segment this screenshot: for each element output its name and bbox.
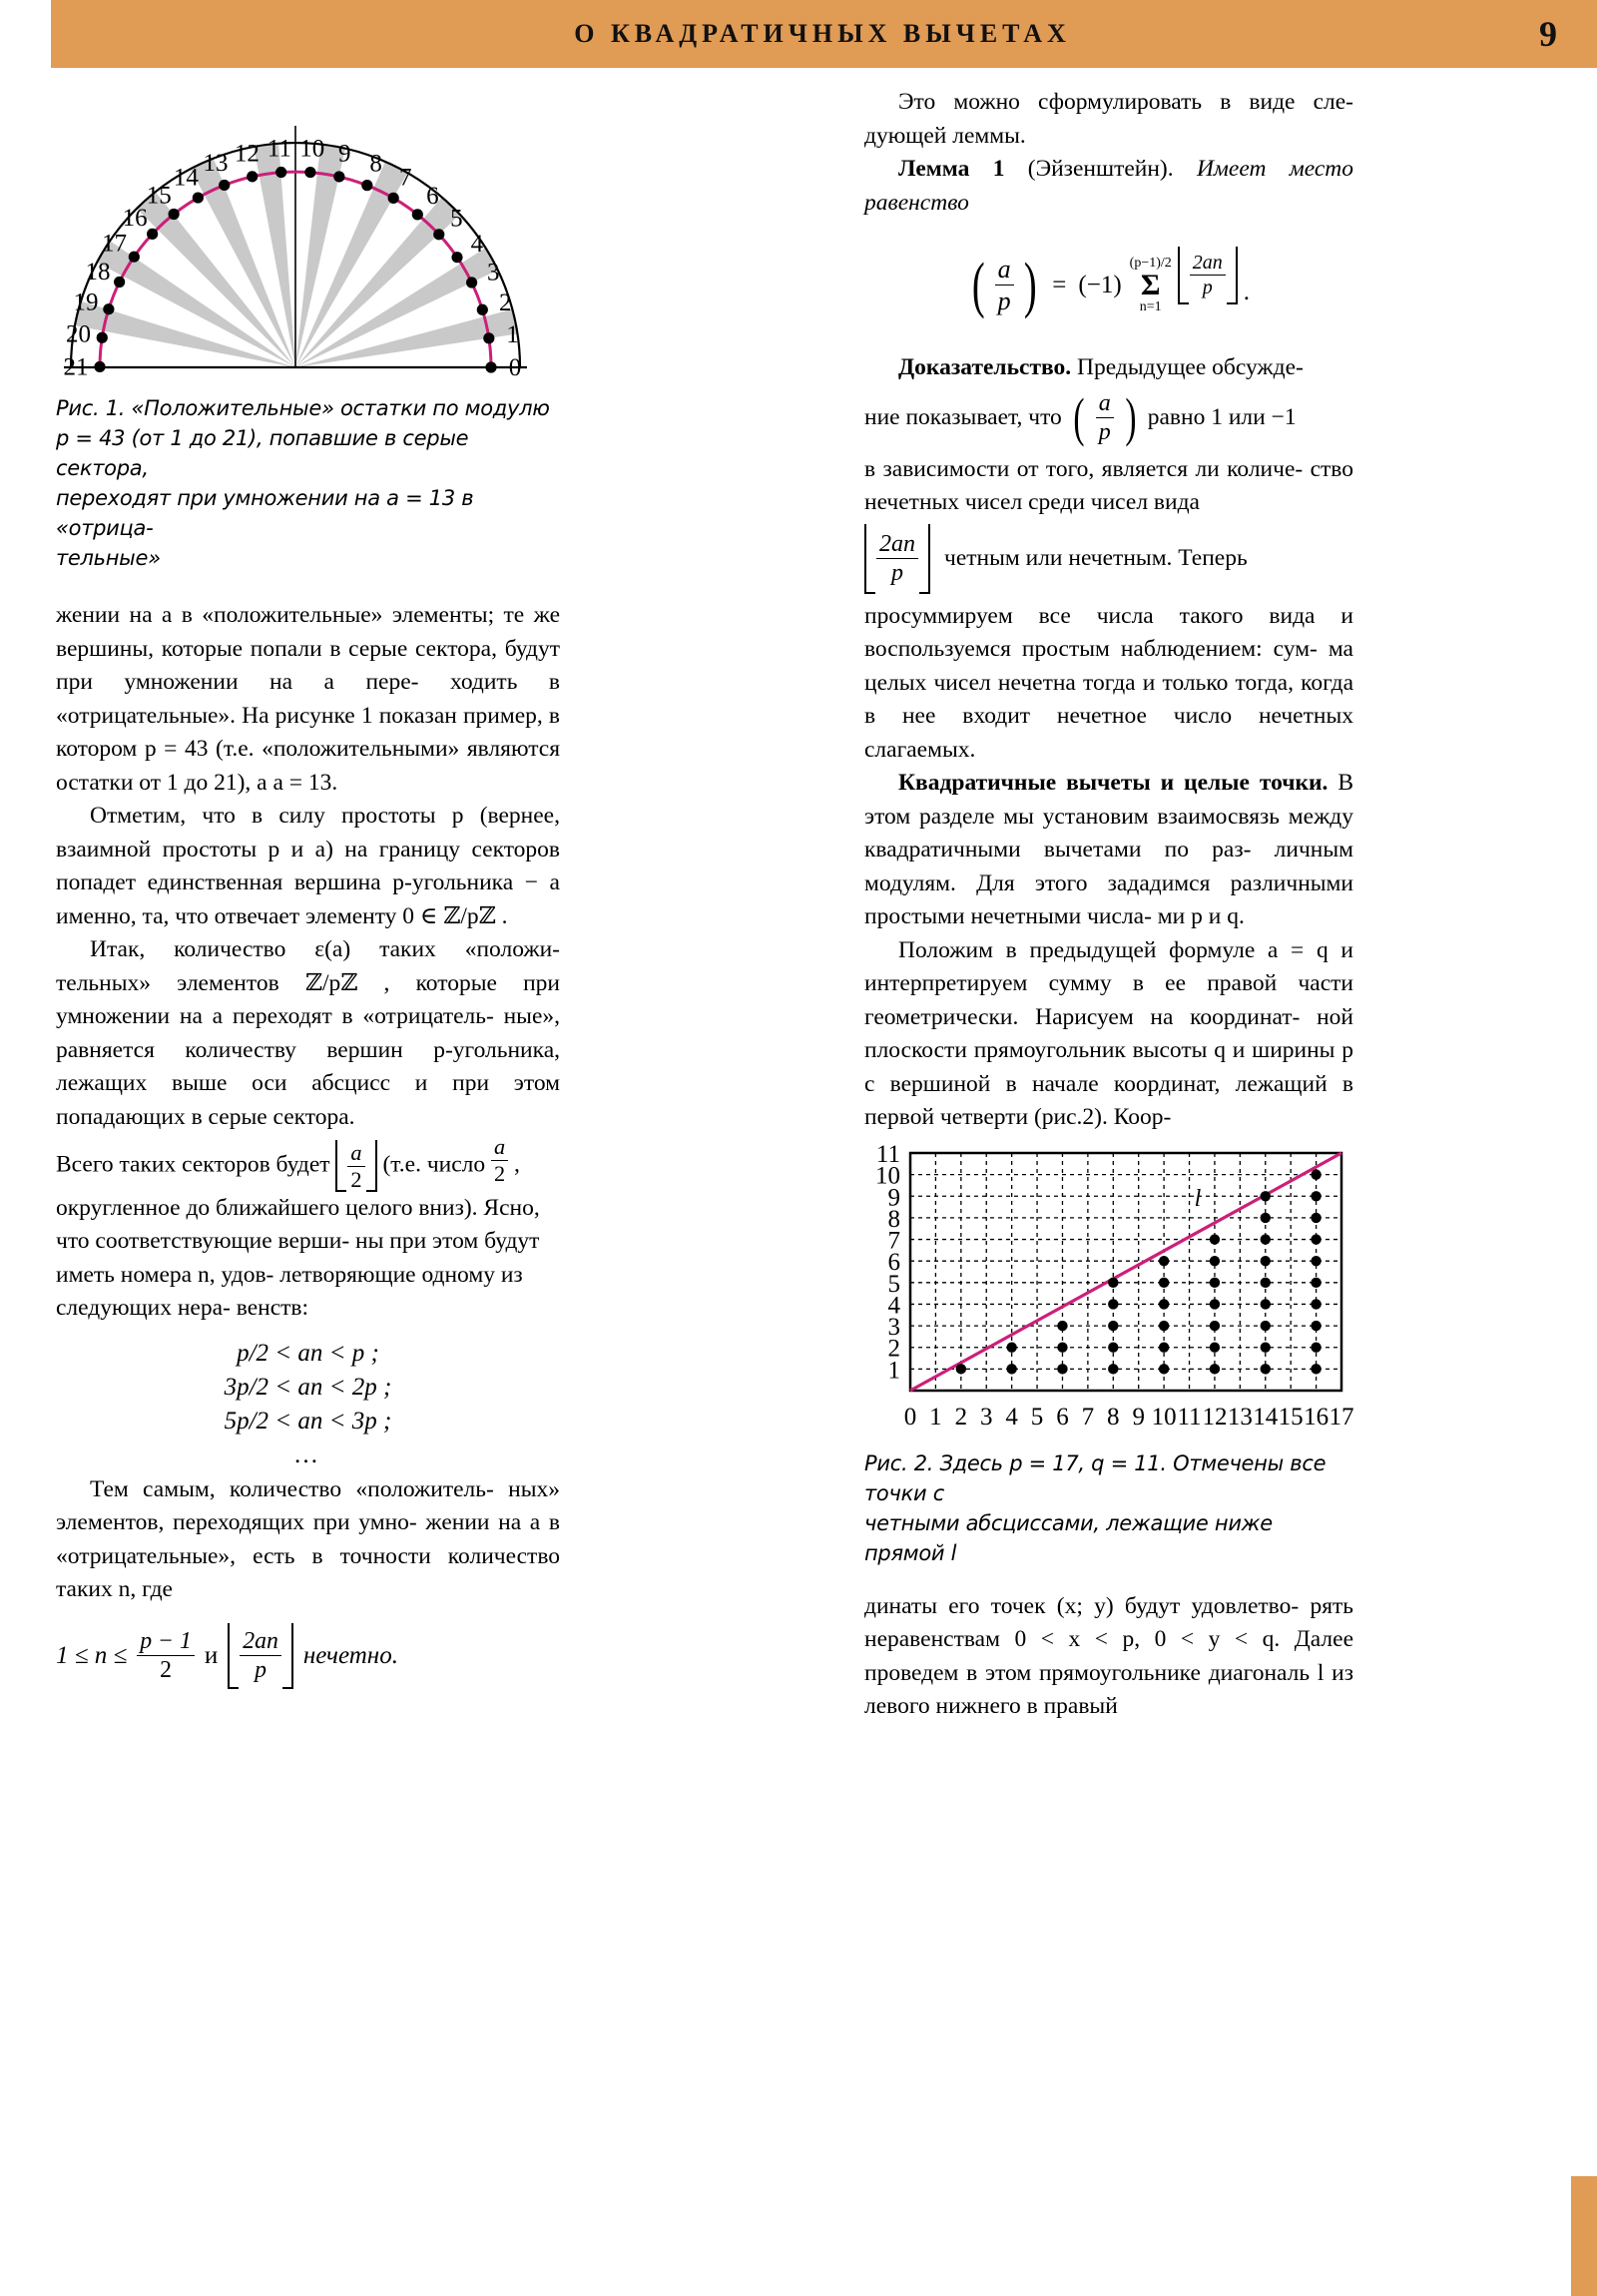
right-column — [864, 86, 1353, 1724]
lemma-label: Лемма 1 — [898, 156, 1005, 182]
right-paren-icon: ) — [1023, 251, 1037, 319]
polygon-vertex — [451, 252, 462, 263]
x-axis-tick-label: 14 — [1253, 1403, 1279, 1431]
gray-sector — [254, 144, 295, 367]
fraction-a-over-2 — [491, 1134, 508, 1188]
polygon-vertex — [275, 167, 286, 178]
x-axis-tick-label: 12 — [1202, 1403, 1228, 1431]
lattice-point — [1261, 1191, 1271, 1201]
text-line: четным или нечетным. Теперь — [944, 545, 1248, 572]
inequality-2: 3p/2 < an < 2p ; — [224, 1373, 392, 1401]
text-line: ство нечетных чисел среди чисел вида — [864, 455, 1353, 516]
text-line: В — [1337, 770, 1354, 797]
text-line: летворяющие одному из следующих нера- — [56, 1261, 523, 1322]
figure-1-caption-line: p = 43 (от 1 до 21), попавшие в серые сектора, — [56, 426, 469, 480]
text-line: тогда, когда в нее входит нечетное число — [864, 669, 1353, 730]
fraction-numerator: a — [347, 1140, 364, 1167]
lattice-point — [1261, 1256, 1271, 1266]
lattice-point — [1159, 1299, 1169, 1309]
proof-label: Доказательство. — [898, 354, 1072, 380]
figure-2-caption-line: Рис. 2. Здесь p = 17, q = 11. Отмечены все точки с — [864, 1450, 1327, 1505]
floor-2an-over-p — [228, 1623, 293, 1689]
lattice-point — [1210, 1277, 1220, 1287]
fraction-denominator: p — [891, 559, 903, 586]
paragraph-count — [56, 933, 560, 1134]
lattice-point — [1311, 1212, 1321, 1222]
lattice-point — [1311, 1234, 1321, 1244]
vertex-label: 9 — [337, 140, 351, 168]
vertex-label: 21 — [63, 353, 89, 381]
lattice-point — [1210, 1256, 1220, 1266]
text-line: жении на a в «отрицательные», есть в — [56, 1509, 560, 1569]
text-line: «положительными» являются остатки от 1 — [56, 736, 561, 796]
floor-2an-over-p — [1178, 247, 1238, 304]
vertex-label: 13 — [203, 150, 229, 178]
lattice-point — [1159, 1256, 1169, 1266]
lattice-point — [1311, 1256, 1321, 1266]
text-line: те же вершины, которые попали в серые — [56, 602, 560, 662]
legendre-symbol — [1096, 389, 1114, 447]
x-axis-tick-label: 11 — [1177, 1403, 1202, 1431]
vertex-label: 4 — [470, 231, 484, 259]
figure-2-caption-line: четными абсциссами, лежащие ниже прямой l — [864, 1510, 1273, 1565]
section-quadratic-residues — [864, 767, 1353, 934]
section-heading: Квадратичные вычеты и целые точки. — [898, 770, 1329, 797]
lattice-point — [1311, 1364, 1321, 1374]
y-axis-tick-label: 11 — [875, 1144, 900, 1168]
page-header-band — [48, 0, 1597, 68]
fraction-numerator: a — [491, 1134, 508, 1161]
vertex-label: 20 — [66, 320, 92, 348]
text-line: между квадратичными вычетами по раз- — [864, 803, 1354, 863]
polygon-vertex — [361, 180, 372, 191]
x-axis-tick-label: 1 — [929, 1403, 942, 1431]
lemma-attribution: (Эйзенштейн). — [1027, 156, 1174, 182]
line-label-l: l — [1194, 1185, 1202, 1212]
vertex-label: 16 — [122, 204, 148, 232]
text-line: Это можно сформулировать в виде сле- — [898, 89, 1353, 115]
text-line: Предыдущее обсужде- — [1077, 354, 1304, 380]
lattice-point — [1311, 1299, 1321, 1309]
vertex-label: 15 — [146, 182, 172, 210]
vertex-label: 7 — [398, 164, 412, 192]
text-line: различными простыми нечетными числа- — [864, 869, 1354, 930]
polygon-vertex — [193, 192, 204, 203]
y-axis-tick-label: 2 — [887, 1335, 900, 1363]
lattice-point — [1159, 1342, 1169, 1352]
x-axis-tick-label: 9 — [1132, 1403, 1145, 1431]
fraction-denominator: p — [1202, 277, 1213, 299]
lattice-point — [1311, 1277, 1321, 1287]
vertex-label: 0 — [508, 354, 522, 381]
paragraph-simplicity — [56, 800, 560, 933]
x-axis-tick-label: 15 — [1278, 1403, 1304, 1431]
text-line: Тем самым, количество «положитель- — [90, 1475, 494, 1502]
lattice-point — [1261, 1277, 1271, 1287]
text-line: элементу 0 ∈ ℤ/pℤ . — [305, 902, 508, 929]
polygon-vertex — [247, 171, 258, 182]
text-line: p-угольника − а именно, та, что отвечает — [56, 869, 560, 929]
proof-paragraph-end — [864, 600, 1353, 768]
corner-marker-tab — [1571, 2176, 1597, 2296]
right-paren-icon: ) — [1125, 386, 1137, 447]
lattice-point — [1210, 1342, 1220, 1352]
lattice-point — [1210, 1321, 1220, 1331]
lattice-point — [1261, 1321, 1271, 1331]
lattice-point — [1108, 1342, 1118, 1352]
text-line: ми p и q. — [1157, 903, 1245, 930]
text-line: , округленное до ближайшего целого — [56, 1151, 520, 1221]
lattice-point — [1159, 1277, 1169, 1287]
text-line: взаимной простоты p и a) на границу — [56, 836, 461, 862]
lattice-point — [956, 1364, 966, 1374]
x-axis-tick-label: 4 — [1005, 1403, 1018, 1431]
polygon-vertex — [219, 180, 230, 191]
y-axis-tick-label: 4 — [887, 1292, 900, 1320]
legendre-denominator: p — [997, 287, 1011, 316]
x-axis-tick-label: 17 — [1329, 1403, 1353, 1431]
sum-upper-limit: (p−1)/2 — [1129, 256, 1172, 271]
lattice-point — [1261, 1234, 1271, 1244]
text-line: Далее проведем в этом прямоугольнике — [864, 1626, 1354, 1686]
polygon-vertex — [412, 209, 423, 220]
lattice-point — [1159, 1321, 1169, 1331]
text-line: воспользуемся простым наблюдением: сум- — [864, 636, 1318, 663]
polygon-vertex — [169, 209, 180, 220]
lattice-point — [1108, 1277, 1118, 1287]
paragraph-sectors-total — [56, 1134, 560, 1326]
sum-lower-limit: n=1 — [1139, 299, 1162, 314]
text-line: дующей леммы. — [864, 122, 1026, 149]
text-line: жении на a в «положительные» элементы; — [56, 602, 495, 628]
proof-paragraph — [864, 351, 1353, 385]
text-line: при этом попадающих в серые сектора. — [56, 1070, 561, 1130]
formula-tail: нечетно. — [302, 1641, 398, 1669]
text-line: личным модулям. Для этого зададимся — [864, 837, 1353, 896]
lattice-point — [1108, 1321, 1118, 1331]
vertex-label: 8 — [369, 150, 382, 178]
fraction-denominator: 2 — [350, 1167, 362, 1193]
y-axis-tick-label: 3 — [887, 1313, 900, 1341]
y-axis-tick-label: 10 — [875, 1162, 900, 1190]
floor-a-over-2 — [335, 1140, 376, 1192]
text-line: Отметим, что в силу простоты p (вернее, — [90, 803, 560, 829]
lattice-point — [1057, 1364, 1067, 1374]
figure-1-caption — [56, 393, 560, 573]
lattice-point — [1261, 1299, 1271, 1309]
figure-2-caption — [864, 1448, 1353, 1568]
text-line: венств: — [236, 1295, 309, 1322]
x-axis-tick-label: 7 — [1081, 1403, 1095, 1431]
text-line: ние показывает, что — [864, 404, 1062, 431]
text-line: ной плоскости прямоугольник высоты q и — [864, 1003, 1353, 1064]
polygon-vertex — [477, 304, 488, 315]
text-line: ма целых чисел нечетна тогда и только — [864, 636, 1353, 696]
text-line: в зависимости от того, является ли количе- — [864, 455, 1304, 482]
text-line: тельных» элементов ℤ/pℤ , которые при — [56, 969, 560, 996]
formula-base: (−1) — [1078, 272, 1122, 298]
final-condition-formula — [56, 1623, 560, 1689]
fraction-numerator: 2an — [1190, 252, 1226, 277]
lemma-formula — [864, 232, 1353, 339]
legendre-numerator: a — [995, 255, 1014, 287]
legendre-denominator: p — [1098, 418, 1111, 445]
inequality-ellipsis: … — [293, 1440, 322, 1468]
vertex-label: 2 — [498, 289, 512, 317]
page-number: 9 — [1539, 14, 1557, 54]
floor-2an-over-p — [864, 524, 930, 594]
text-line: ных» элементов, переходящих при умно- — [56, 1475, 560, 1536]
figure-1-caption-line: Рис. 1. «Положительные» остатки по модулю — [56, 396, 550, 420]
formula-conjunction: и — [204, 1641, 219, 1669]
x-axis-tick-label: 13 — [1227, 1403, 1253, 1431]
polygon-vertex — [485, 361, 496, 372]
diagonal-line-l — [910, 1153, 1341, 1391]
summation-operator — [1130, 257, 1172, 314]
figure-2-lattice-plot — [864, 1145, 1353, 1444]
proof-paragraph-cont — [864, 453, 1353, 520]
paragraph-conclusion — [56, 1473, 560, 1607]
sigma-icon: Σ — [1140, 269, 1161, 301]
text-line: ходить в «отрицательные». На рисунке 1 — [56, 669, 561, 729]
polygon-vertex — [333, 171, 344, 182]
polygon-vertex — [129, 252, 140, 263]
inequality-3: 5p/2 < an < 3p ; — [224, 1407, 392, 1435]
text-line: Положим в предыдущей формуле a = q — [898, 936, 1329, 963]
vertex-label: 18 — [85, 259, 111, 287]
text-line: (т.е. число — [382, 1151, 486, 1178]
formula-lhs: 1 ≤ n ≤ — [56, 1641, 128, 1669]
text-line: просуммируем все числа такого вида и — [864, 602, 1353, 629]
figure-1-semicircle — [56, 86, 560, 395]
x-axis-tick-label: 3 — [979, 1403, 993, 1431]
figure-1 — [56, 86, 560, 403]
text-line: рять неравенствам 0 < x < p, 0 < y < q. — [864, 1592, 1354, 1653]
text-line: сектора, будут при умножении на a пере- — [56, 635, 560, 695]
x-axis-tick-label: 10 — [1151, 1403, 1177, 1431]
y-axis-tick-label: 7 — [887, 1227, 900, 1255]
lattice-point — [1311, 1169, 1321, 1179]
polygon-vertex — [466, 277, 477, 287]
polygon-vertex — [97, 332, 108, 343]
left-column — [56, 86, 560, 1689]
paragraph-coordinates — [864, 1590, 1353, 1724]
y-axis-tick-label: 5 — [887, 1270, 900, 1298]
polygon-vertex — [304, 167, 315, 178]
lattice-point — [1210, 1299, 1220, 1309]
inequality-1: p/2 < an < p ; — [237, 1339, 379, 1367]
polygon-vertex — [147, 229, 158, 240]
legendre-symbol — [995, 255, 1014, 317]
y-axis-tick-label: 8 — [887, 1205, 900, 1233]
lemma-statement — [864, 153, 1353, 220]
vertex-label: 12 — [234, 140, 260, 168]
text-line: вниз). Ясно, что соответствующие верши- — [56, 1194, 540, 1255]
x-axis-tick-label: 5 — [1030, 1403, 1044, 1431]
polygon-vertex — [433, 229, 444, 240]
text-line: равно 1 или −1 — [1147, 404, 1297, 431]
lemma-text: Имеет место — [1196, 156, 1354, 182]
lattice-point — [1057, 1321, 1067, 1331]
fraction-numerator: 2an — [240, 1627, 281, 1656]
text-line: нечетных слагаемых. — [864, 703, 1353, 763]
lattice-point — [1311, 1342, 1321, 1352]
fraction-denominator: 2 — [494, 1161, 506, 1187]
proof-legendre-line — [864, 386, 1353, 447]
left-margin-rule — [46, 0, 51, 2296]
vertex-label: 6 — [426, 183, 439, 211]
x-axis-tick-label: 16 — [1304, 1403, 1330, 1431]
text-line: и интерпретируем сумму в ее правой части — [864, 936, 1353, 997]
fraction-denominator: 2 — [160, 1657, 172, 1684]
fraction-p-minus-1-over-2 — [137, 1627, 195, 1685]
polygon-vertex — [388, 193, 399, 204]
lattice-point — [1159, 1364, 1169, 1374]
left-paren-icon: ( — [1073, 386, 1085, 447]
text-line: этом разделе мы установим взаимосвязь — [864, 803, 1281, 830]
fraction-numerator: p − 1 — [137, 1627, 195, 1656]
text-line: ны при этом будут иметь номера n, удов- — [56, 1228, 540, 1288]
x-axis-tick-label: 2 — [954, 1403, 968, 1431]
text-line: точности количество таких n, где — [56, 1542, 560, 1603]
lattice-point — [1210, 1234, 1220, 1244]
figure-1-caption-line: тельные» — [56, 546, 161, 570]
x-axis-tick-label: 0 — [903, 1403, 917, 1431]
lattice-point — [1108, 1364, 1118, 1374]
y-axis-tick-label: 9 — [887, 1183, 900, 1211]
equals-sign: = — [1052, 272, 1067, 298]
y-axis-tick-label: 1 — [887, 1356, 900, 1384]
vertex-label: 5 — [450, 205, 463, 233]
lattice-point — [1311, 1321, 1321, 1331]
text-line: ные», равняется количеству вершин — [56, 1003, 561, 1063]
x-axis-tick-label: 8 — [1107, 1403, 1120, 1431]
fraction-numerator: 2an — [876, 530, 918, 559]
vertex-label: 10 — [299, 135, 325, 163]
lattice-point — [1311, 1191, 1321, 1201]
text-line: p-угольника, лежащих выше оси абсцисс и — [56, 1036, 561, 1096]
vertex-label: 1 — [506, 321, 519, 349]
lemma-text: равенство — [864, 189, 969, 216]
polygon-vertex — [483, 332, 494, 343]
text-line: геометрически. Нарисуем на координат- — [864, 1003, 1301, 1030]
text-line: ширины p с вершиной в начале координат, — [864, 1037, 1354, 1097]
text-line: умножении на a переходят в «отрицатель- — [56, 1003, 494, 1029]
figure-1-caption-line: переходят при умножении на a = 13 в «отрица- — [56, 486, 474, 540]
proof-floor-line — [864, 524, 1353, 594]
lattice-point — [1261, 1364, 1271, 1374]
polygon-vertex — [94, 361, 105, 372]
vertex-label: 11 — [266, 135, 291, 163]
text-line: показан пример, в котором p = 43 (т.е. — [56, 702, 560, 762]
text-line: диагональ l из левого нижнего в правый — [864, 1659, 1353, 1720]
vertex-label: 19 — [73, 288, 99, 316]
lattice-point — [1006, 1342, 1016, 1352]
page-title: О КВАДРАТИЧНЫХ ВЫЧЕТАХ — [574, 19, 1071, 48]
vertex-label: 14 — [173, 164, 199, 192]
vertex-label: 3 — [487, 259, 500, 287]
text-line: лежащий в первой четверти (рис.2). Коор- — [864, 1070, 1353, 1131]
text-line: динаты его точек (x; y) будут удовлетво- — [864, 1592, 1300, 1619]
x-axis-tick-label: 6 — [1056, 1403, 1069, 1431]
paragraph-continued — [56, 599, 560, 800]
left-paren-icon: ( — [971, 251, 985, 319]
fraction-denominator: p — [255, 1657, 266, 1684]
lattice-point — [1261, 1342, 1271, 1352]
y-axis-tick-label: 6 — [887, 1248, 900, 1276]
formula-period: . — [1243, 279, 1251, 305]
paragraph-lemma-intro — [864, 86, 1353, 153]
paragraph-setup — [864, 934, 1353, 1135]
text-line: Итак, количество ε(a) таких «положи- — [90, 936, 560, 962]
polygon-vertex — [103, 303, 114, 314]
lattice-point — [1108, 1299, 1118, 1309]
legendre-numerator: a — [1096, 389, 1114, 418]
lattice-point — [1210, 1364, 1220, 1374]
text-line: секторов попадет единственная вершина — [56, 836, 560, 895]
text-line: до 21), а a = 13. — [184, 769, 338, 796]
text-line: Всего таких секторов будет — [56, 1151, 330, 1178]
polygon-vertex — [114, 277, 125, 287]
vertex-label: 17 — [102, 230, 128, 258]
lattice-point — [1057, 1342, 1067, 1352]
lattice-point — [1261, 1212, 1271, 1222]
lattice-point — [1006, 1364, 1016, 1374]
figure-2 — [864, 1145, 1353, 1452]
